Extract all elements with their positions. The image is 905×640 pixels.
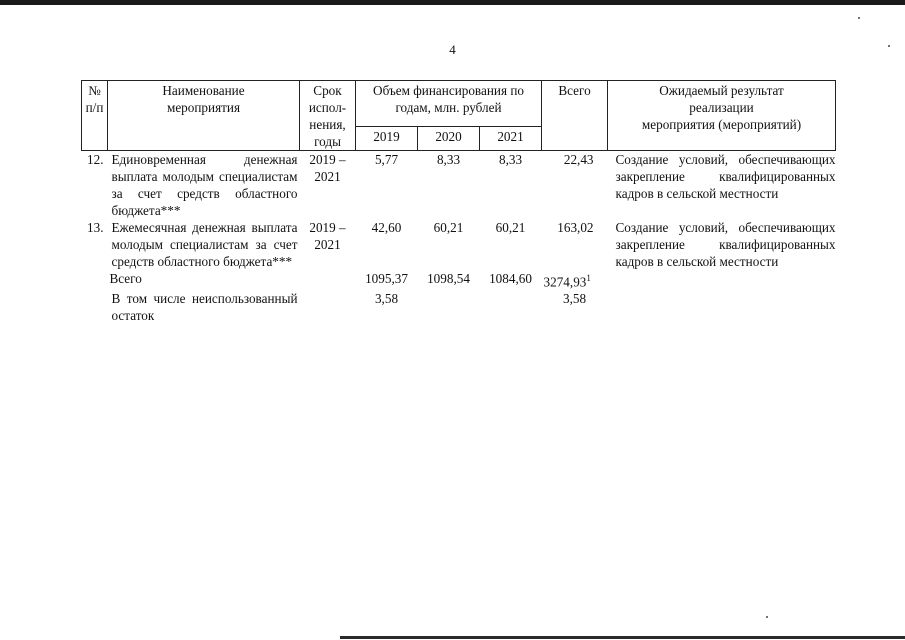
funding-2020: 60,21 <box>433 220 464 235</box>
activity-name: Единовременная денежная выплата молодым специалистам за счет средств областного бюджета*** <box>111 152 298 218</box>
header-result: Ожидаемый результат реализации мероприятия (мероприятий) <box>608 81 836 151</box>
funding-2019: 42,60 <box>371 220 402 235</box>
summary-total-2020: 1098,54 <box>427 271 470 286</box>
header-num: № п/п <box>82 81 108 151</box>
summary-total-2019: 1095,37 <box>365 271 408 286</box>
activity-term: 2019 – 2021 <box>309 220 346 252</box>
funding-2021: 8,33 <box>498 152 523 167</box>
summary-total-row <box>82 270 836 290</box>
scan-speck <box>858 17 860 19</box>
header-term: Срок испол- нения, годы <box>300 81 356 151</box>
summary-unused-row <box>82 290 836 324</box>
funding-total: 163,02 <box>557 220 594 235</box>
header-year-2020: 2020 <box>418 126 480 150</box>
funding-2021: 60,21 <box>495 220 526 235</box>
expected-result: Создание условий, обеспечивающих закрепление квалифицированных кадров в сельской местности <box>615 220 836 269</box>
activity-name: Ежемесячная денежная выплата молодым специалистам за счет средств областного бюджета*** <box>111 220 298 269</box>
row-number: 13. <box>87 220 104 235</box>
header-year-2021: 2021 <box>480 126 542 150</box>
summary-unused-2019: 3,58 <box>374 291 399 307</box>
table-row <box>82 151 836 220</box>
header-name: Наименование мероприятия <box>108 81 300 151</box>
header-total: Всего <box>542 81 608 151</box>
funding-2019: 5,77 <box>374 152 399 167</box>
activity-term: 2019 – 2021 <box>309 152 346 184</box>
summary-unused-all: 3,58 <box>562 291 587 307</box>
funding-total: 22,43 <box>563 152 594 167</box>
footnote-marker: 1 <box>586 273 591 283</box>
header-year-2019: 2019 <box>356 126 418 150</box>
table-row <box>82 219 836 270</box>
header-row <box>82 81 836 127</box>
summary-total-all-value: 3274,93 <box>543 274 587 290</box>
expected-result: Создание условий, обеспечивающих закрепление квалифицированных кадров в сельской местности <box>615 152 836 201</box>
scan-bottom-border <box>340 636 905 639</box>
header-funding: Объем финансирования по годам, млн. рублей <box>356 81 542 127</box>
summary-unused-label: В том числе неиспользованный остаток <box>111 291 298 324</box>
summary-total-label: Всего <box>109 271 142 286</box>
summary-total-all <box>542 270 608 290</box>
funding-2020: 8,33 <box>436 152 461 167</box>
summary-total-2021: 1084,60 <box>489 271 532 286</box>
page-number: 4 <box>449 42 456 57</box>
scan-speck <box>766 616 768 618</box>
funding-table <box>81 80 836 324</box>
scan-top-border <box>0 0 905 5</box>
row-number: 12. <box>87 152 104 167</box>
